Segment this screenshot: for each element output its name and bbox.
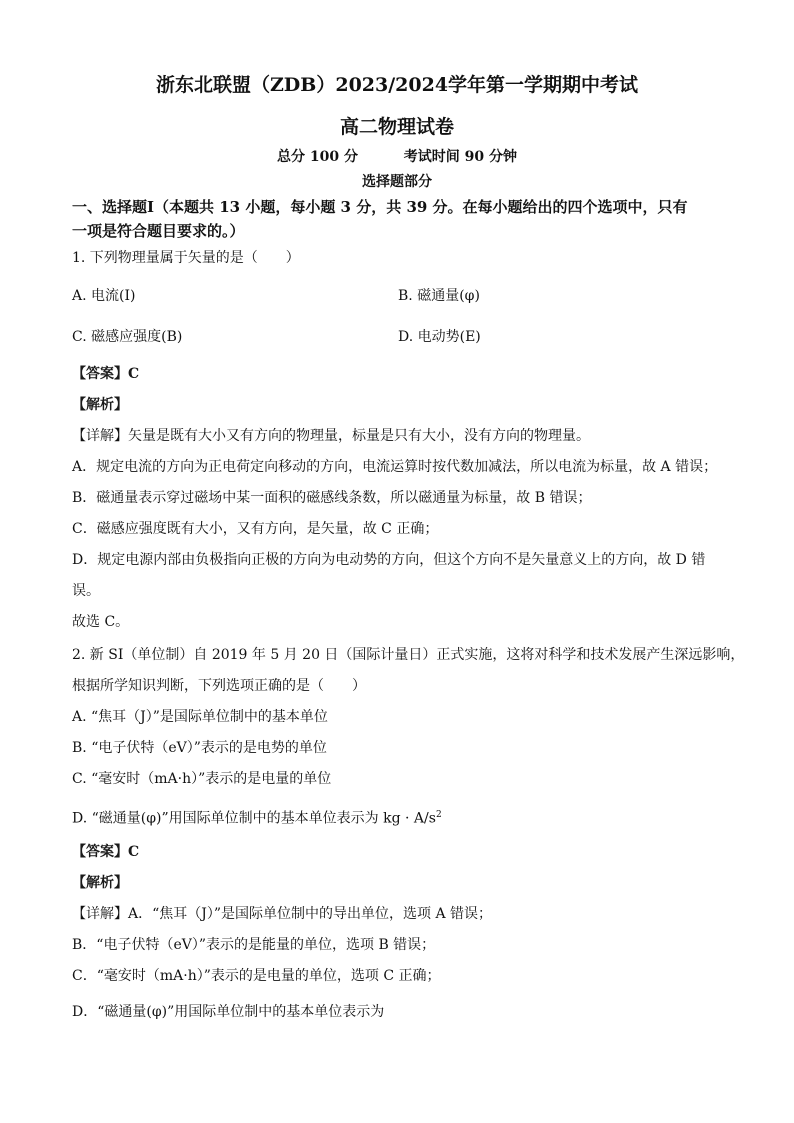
q1-option-b: B. 磁通量(φ) — [398, 288, 480, 304]
q2-option-d — [72, 805, 442, 829]
q1-option-c: C. 磁感应强度(B) — [72, 329, 183, 345]
q2-detail-line: D．“磁通量(φ)”用国际单位制中的基本单位表示为 — [72, 1004, 385, 1020]
q2-option-d-exponent: 2 — [435, 810, 442, 820]
q2-detail-line: 【详解】A．“焦耳（J）”是国际单位制中的导出单位，选项 A 错误； — [72, 906, 493, 922]
q2-analysis-label: 【解析】 — [72, 875, 128, 891]
q2-answer: 【答案】C — [72, 844, 140, 860]
q1-detail-line: A．规定电流的方向为正电荷定向移动的方向，电流运算时按代数加减法，所以电流为标量，故 A 错误； — [72, 459, 718, 475]
q2-option-a: A. “焦耳（J）”是国际单位制中的基本单位 — [72, 709, 328, 725]
q2-detail-line: B．“电子伏特（eV）”表示的是能量的单位，选项 B 错误； — [72, 937, 436, 953]
q2-detail-line: C．“毫安时（mA·h）”表示的是电量的单位，选项 C 正确； — [72, 968, 441, 984]
q1-detail-line: C．磁感应强度既有大小，又有方向，是矢量，故 C 正确； — [72, 521, 439, 537]
q1-option-a: A. 电流(I) — [72, 288, 136, 304]
q1-detail-line: 【详解】矢量是既有大小又有方向的物理量，标量是只有大小，没有方向的物理量。 — [72, 428, 590, 444]
q1-answer: 【答案】C — [72, 366, 140, 382]
q1-option-d: D. 电动势(E) — [398, 329, 481, 345]
q1-detail-line: B．磁通量表示穿过磁场中某一面积的磁感线条数，所以磁通量为标量，故 B 错误； — [72, 490, 592, 506]
q2-stem-line1: 2. 新 SI（单位制）自 2019 年 5 月 20 日（国际计量日）正式实施，这将对科学和技术发展产生深远影响， — [72, 647, 745, 663]
q2-option-d-text: D. “磁通量(φ)”用国际单位制中的基本单位表示为 kg · A/s — [72, 810, 436, 827]
q1-analysis-label: 【解析】 — [72, 397, 128, 413]
q1-stem: 1. 下列物理量属于矢量的是（ ） — [72, 250, 300, 266]
exam-time: 考试时间 90 分钟 — [403, 149, 517, 165]
q2-option-b: B. “电子伏特（eV）”表示的是电势的单位 — [72, 740, 327, 756]
q1-detail-line: 故选 C。 — [72, 614, 130, 630]
exam-subtitle: 高二物理试卷 — [339, 116, 454, 138]
total-score: 总分 100 分 — [277, 149, 358, 165]
exam-info — [0, 146, 794, 166]
q2-option-c: C. “毫安时（mA·h）”表示的是电量的单位 — [72, 771, 332, 787]
section-instruction-line2: 一项是符合题目要求的。） — [72, 222, 245, 240]
section-instruction-line1: 一、选择题Ⅰ（本题共 13 小题，每小题 3 分，共 39 分。在每小题给出的四个选项中，只有 — [72, 198, 688, 216]
q1-detail-line: D．规定电源内部由负极指向正极的方向为电动势的方向，但这个方向不是矢量意义上的方向，故 D 错 — [72, 552, 706, 568]
q2-stem-line2: 根据所学知识判断，下列选项正确的是（ ） — [72, 678, 366, 694]
q1-detail-line: 误。 — [72, 583, 100, 599]
exam-title: 浙东北联盟（ZDB）2023/2024学年第一学期期中考试 — [155, 74, 639, 96]
section-title: 选择题部分 — [362, 174, 432, 190]
